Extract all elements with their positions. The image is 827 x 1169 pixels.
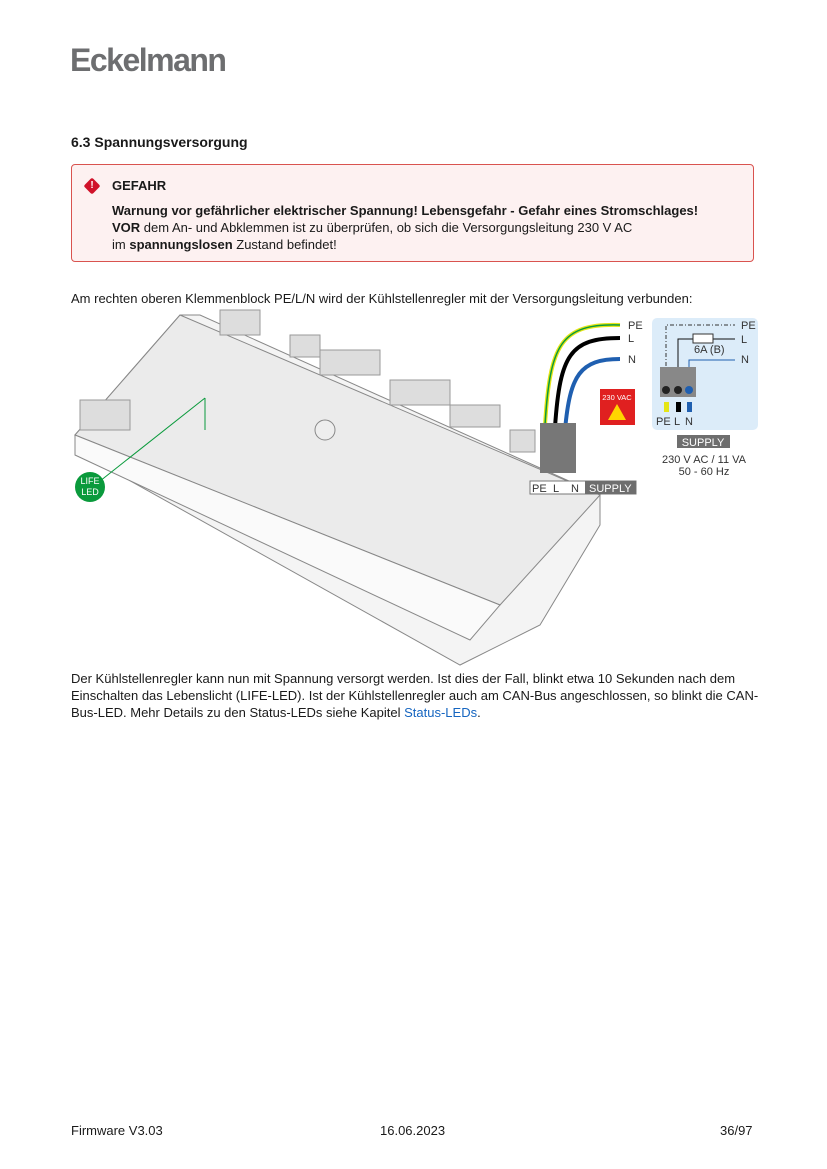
svg-text:N: N (685, 416, 693, 428)
intro-text: Am rechten oberen Klemmenblock PE/L/N wird der Kühlstellenregler mit der Versorgungsleitung verbunden: (71, 291, 693, 306)
frequency-label: 50 - 60 Hz (678, 466, 730, 478)
footer-date: 16.06.2023 (380, 1123, 446, 1138)
eckelmann-logo: Eckelmann (70, 42, 226, 78)
danger-box (71, 164, 754, 262)
wiring-figure (0, 305, 827, 670)
danger-text (112, 202, 752, 253)
terminal-label: L (553, 483, 560, 495)
plug-connector (540, 423, 576, 473)
wire-label: N (628, 354, 636, 366)
section-title: 6.3 Spannungsversorgung (71, 134, 248, 150)
warning-line1: Warnung vor gefährlicher elektrischer Spannung! Lebensgefahr - Gefahr eines Stromschlages! (112, 203, 699, 218)
warning-line3-post: Zustand befindet! (232, 237, 337, 252)
body-text: Der Kühlstellenregler kann nun mit Spannung versorgt werden. Ist dies der Fall, blinkt etwa 10 Sekunden nach dem Einschalten das Lebenslicht (LIFE-LED). Ist der Kühlstellenregler auch am CAN-Bus angeschlossen, so blinkt die CAN-Bus-LED. Mehr Details zu den Status-LEDs siehe Kapitel Status-LEDs. (71, 671, 759, 720)
footer-page: 36/97 (720, 1123, 753, 1138)
svg-text:N: N (741, 354, 749, 366)
warning-vor: VOR (112, 220, 141, 235)
svg-text:L: L (674, 416, 681, 428)
supply-label: SUPPLY (589, 483, 632, 495)
terminal-label: N (571, 483, 579, 495)
wire-label: L (628, 333, 635, 345)
svg-text:PE: PE (656, 416, 671, 428)
warning-line3-pre: im (112, 237, 130, 252)
wire-label: PE (628, 320, 643, 332)
warning-bold: spannungslosen (129, 237, 233, 252)
terminal-label: PE (532, 483, 547, 495)
status-leds-link[interactable]: Status-LEDs (404, 705, 478, 720)
fuse-label: 6A (B) (694, 344, 725, 356)
footer-firmware: Firmware V3.03 (71, 1123, 163, 1138)
svg-text:L: L (741, 334, 748, 346)
fuse-icon (693, 334, 713, 343)
hazard-label: 230 VAC (602, 393, 632, 402)
svg-text:PE: PE (741, 320, 756, 332)
life-led-label: LED (81, 487, 99, 497)
warning-line2: dem An- und Abklemmen ist zu überprüfen, ob sich die Versorgungsleitung 230 V AC (140, 220, 633, 235)
danger-title: GEFAHR (112, 178, 167, 193)
danger-icon: ! (84, 178, 101, 195)
life-led-label: LIFE (80, 476, 100, 486)
rating-label: 230 V AC / 11 VA (662, 454, 746, 466)
svg-text:SUPPLY: SUPPLY (681, 437, 725, 449)
